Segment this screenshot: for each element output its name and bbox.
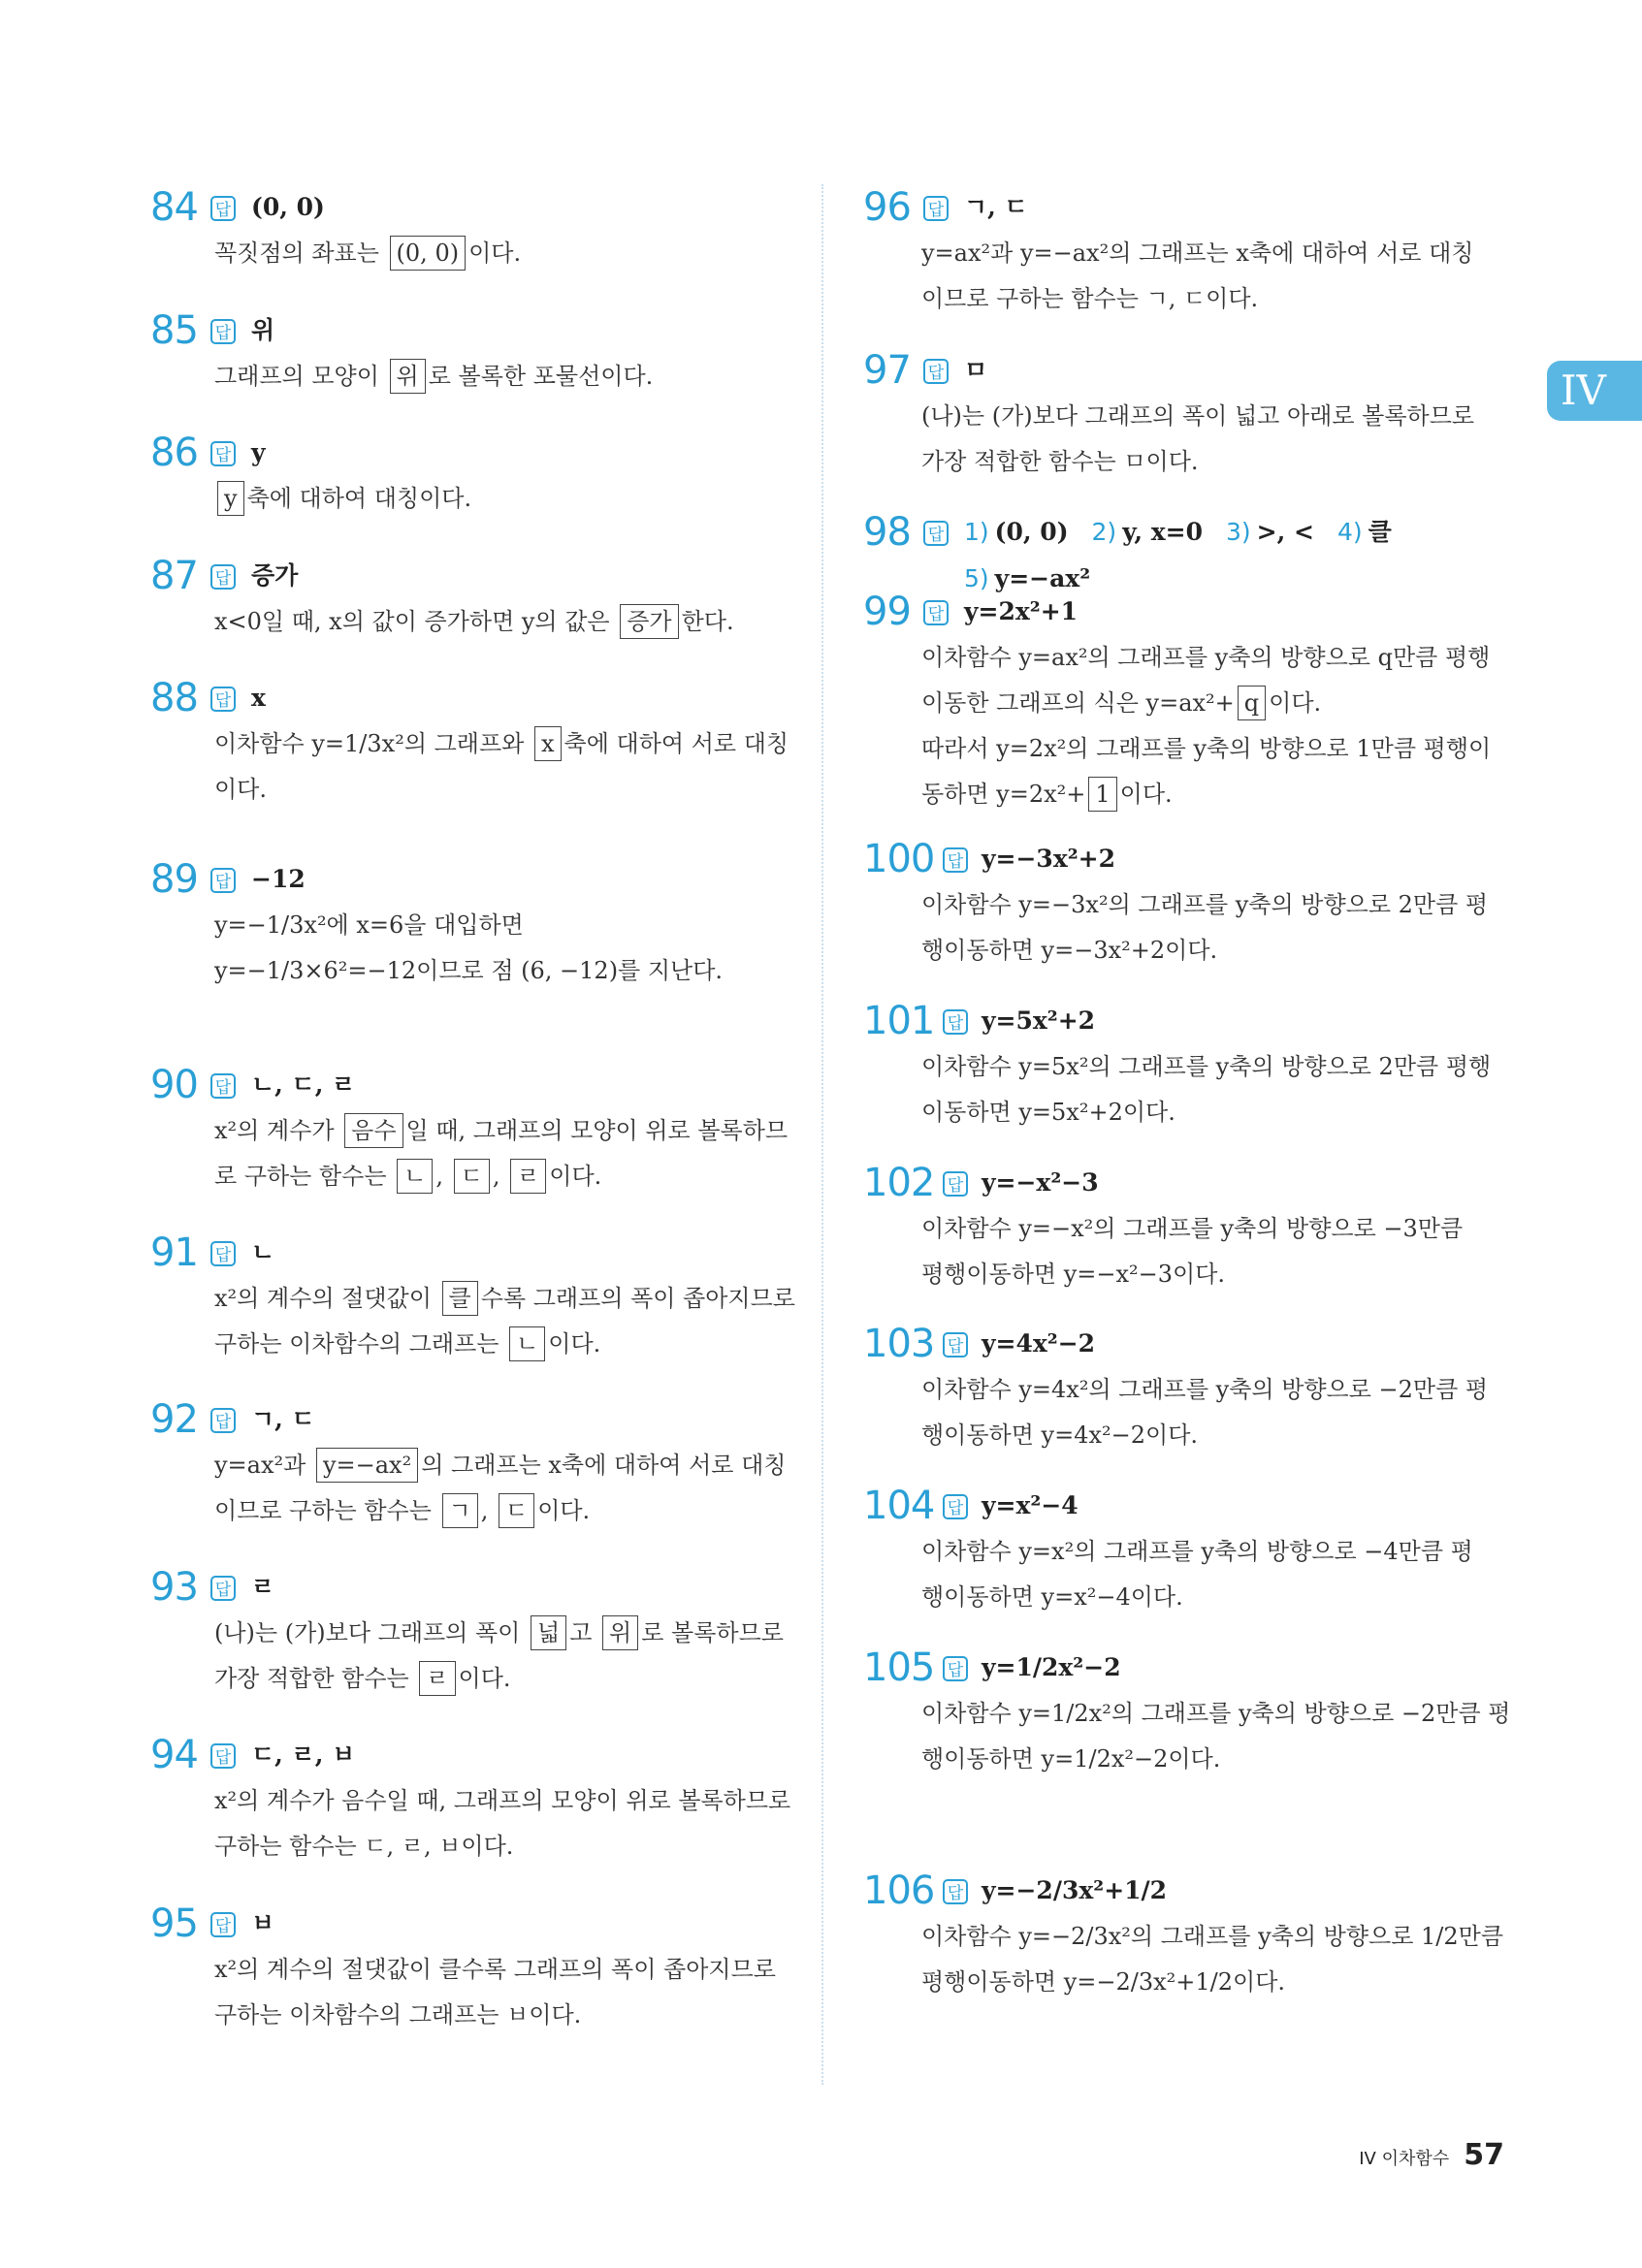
sub-answer-number: 2) [1091, 518, 1117, 546]
solution-line: 구하는 이차함수의 그래프는 ㄴ 이다. [214, 1322, 790, 1367]
solution-text [150, 1276, 795, 1367]
answer-badge: 답 [943, 1171, 968, 1197]
solution-line: 행이동하면 y=4x²−2이다. [921, 1421, 1199, 1449]
problem-number: 87 [150, 554, 198, 598]
problem-100 [863, 836, 1494, 974]
answer-value: y=4x²−2 [982, 1329, 1096, 1358]
answer-value: ㄱ, ㄷ [964, 193, 1028, 221]
solution-line: 로 구하는 함수는 ㄴ , ㄷ , ㄹ 이다. [214, 1154, 790, 1199]
problem-header [863, 347, 1494, 394]
solution-line: (나)는 (가)보다 그래프의 폭이 넓 고 위 로 볼록하므로 [214, 1611, 790, 1656]
solution-line: 행이동하면 y=x²−4이다. [921, 1583, 1183, 1611]
solution-line: 이차함수 y=−x²의 그래프를 y축의 방향으로 −3만큼 [921, 1215, 1464, 1242]
problem-header [150, 1732, 790, 1778]
solution-line: 이므로 구하는 함수는 ㄱ, ㄷ이다. [921, 285, 1259, 312]
column-divider [821, 184, 823, 2085]
answer-value: 증가 [251, 561, 299, 590]
problem-number: 102 [863, 1161, 935, 1205]
sub-answer-value: (0, 0) [994, 518, 1069, 546]
problem-number: 100 [863, 837, 935, 881]
sub-answer-number: 5) [964, 564, 989, 592]
problem-header [863, 1645, 1494, 1691]
solution-line: 꼭짓점의 좌표는 (0, 0) 이다. [214, 231, 790, 276]
answer-blank-box: y=−ax² [316, 1448, 418, 1483]
problem-88 [150, 675, 790, 813]
solution-text [150, 721, 790, 813]
solution-line: 동하면 y=2x²+ 1 이다. [921, 772, 1494, 817]
answer-blank-box: x [534, 726, 562, 761]
answer-value: y=2x²+1 [964, 597, 1079, 625]
problem-103 [863, 1321, 1494, 1458]
answer-badge: 답 [210, 319, 236, 344]
solution-line: 가장 적합한 함수는 ㄹ 이다. [214, 1656, 790, 1702]
answer-blank-box: 위 [390, 359, 426, 394]
answer-badge: 답 [210, 1408, 236, 1433]
answer-badge: 답 [923, 521, 949, 546]
answer-badge: 답 [210, 687, 236, 712]
answer-badge: 답 [923, 359, 949, 384]
solution-text [863, 1529, 1494, 1620]
problem-header [863, 1868, 1494, 1914]
solution-line: 구하는 이차함수의 그래프는 ㅂ이다. [214, 2001, 582, 2028]
answer-badge: 답 [943, 1009, 968, 1035]
answer-blank-box: ㄷ [499, 1493, 534, 1528]
answer-badge: 답 [210, 196, 236, 221]
answer-badge: 답 [210, 1241, 236, 1266]
problem-number: 101 [863, 999, 935, 1043]
solution-line: 이차함수 y=−3x²의 그래프를 y축의 방향으로 2만큼 평 [921, 891, 1489, 918]
problem-number: 85 [150, 308, 198, 353]
problem-header [150, 1564, 790, 1611]
solution-line: 이차함수 y=ax²의 그래프를 y축의 방향으로 q만큼 평행 [921, 644, 1491, 671]
answer-value: (0, 0) [251, 193, 325, 221]
answer-value: y=x²−4 [982, 1491, 1079, 1519]
answer-badge: 답 [923, 600, 949, 625]
problem-header [150, 184, 790, 231]
solution-line: x²의 계수의 절댓값이 클수록 그래프의 폭이 좁아지므로 [214, 1956, 776, 1983]
answer-value: ㄷ, ㄹ, ㅂ [251, 1741, 356, 1769]
solution-line: 이므로 구하는 함수는 ㄱ , ㄷ 이다. [214, 1488, 790, 1534]
problem-number: 92 [150, 1397, 198, 1442]
answer-blank-box: ㄱ [442, 1493, 478, 1528]
problem-84 [150, 184, 790, 276]
answer-badge: 답 [943, 1494, 968, 1519]
solution-line: 이동한 그래프의 식은 y=ax²+ q 이다. [921, 681, 1494, 726]
footer-chapter: IV 이차함수 [1359, 2149, 1450, 2169]
answer-value: ㅁ [964, 356, 988, 384]
answer-value: −12 [251, 865, 306, 893]
answer-blank-box: 위 [602, 1615, 638, 1650]
answer-value: ㄱ, ㄷ [251, 1405, 315, 1433]
solution-line: y=−1/3x²에 x=6을 대입하면 [214, 911, 524, 939]
answer-blank-box: ㄹ [510, 1159, 546, 1194]
sub-answer-number: 4) [1336, 518, 1363, 546]
problem-number: 93 [150, 1565, 198, 1610]
problem-header [150, 1062, 790, 1108]
solution-line: y=ax²과 y=−ax²의 그래프는 x축에 대하여 서로 대칭 [921, 240, 1474, 267]
solution-line: x²의 계수가 음수 일 때, 그래프의 모양이 위로 볼록하므 [214, 1108, 790, 1154]
solution-text [150, 1611, 790, 1702]
problem-number: 106 [863, 1869, 935, 1913]
solution-text [150, 599, 790, 645]
answer-badge: 답 [210, 1576, 236, 1601]
answer-blank-box: 증가 [620, 604, 678, 639]
problem-number: 90 [150, 1063, 198, 1107]
solution-text [863, 635, 1494, 817]
problem-number: 103 [863, 1322, 935, 1366]
answer-badge: 답 [210, 1073, 236, 1099]
solution-text [150, 1947, 790, 2038]
problem-number: 95 [150, 1901, 198, 1946]
answer-blank-box: (0, 0) [390, 236, 467, 271]
problem-number: 91 [150, 1230, 198, 1275]
answer-badge: 답 [210, 564, 236, 590]
answer-blank-box: 1 [1088, 777, 1116, 812]
problem-number: 98 [863, 510, 911, 555]
problem-105 [863, 1645, 1511, 1782]
solution-line: 평행이동하면 y=−2/3x²+1/2이다. [921, 1968, 1286, 1996]
chapter-tab: IV [1547, 361, 1642, 421]
answer-badge: 답 [943, 1656, 968, 1681]
problem-header [863, 1321, 1494, 1367]
solution-line: 이차함수 y=−2/3x²의 그래프를 y축의 방향으로 1/2만큼 [921, 1923, 1504, 1950]
problem-number: 99 [863, 590, 911, 634]
answer-value: y=5x²+2 [982, 1006, 1096, 1035]
answer-badge: 답 [943, 1879, 968, 1904]
problem-header [863, 836, 1494, 882]
problem-87 [150, 553, 790, 645]
problem-89 [150, 856, 790, 994]
sub-answer-value: y, x=0 [1122, 518, 1203, 546]
answer-value: ㅂ [251, 1909, 275, 1937]
solution-text [863, 1044, 1494, 1135]
problem-95 [150, 1901, 790, 2038]
solution-line: 구하는 함수는 ㄷ, ㄹ, ㅂ이다. [214, 1833, 514, 1860]
solution-text [150, 231, 790, 276]
answer-blank-box: 음수 [344, 1113, 402, 1148]
solution-text [150, 476, 790, 522]
problem-header [150, 553, 790, 599]
solution-line: y 축에 대하여 대칭이다. [214, 476, 790, 522]
solution-text [150, 1108, 790, 1199]
problem-header [863, 589, 1494, 635]
problem-header [863, 998, 1494, 1044]
answer-value: y=−3x²+2 [982, 845, 1116, 873]
problem-number: 86 [150, 431, 198, 475]
solution-text [863, 1914, 1504, 2005]
solution-text [863, 1206, 1494, 1297]
solution-line: y=ax²과 y=−ax² 의 그래프는 x축에 대하여 서로 대칭 [214, 1443, 790, 1488]
problem-101 [863, 998, 1494, 1135]
solution-line: 이다. [214, 776, 267, 803]
problem-number: 105 [863, 1645, 935, 1690]
problem-header [150, 1230, 790, 1276]
answer-value: ㄴ, ㄷ, ㄹ [251, 1070, 356, 1099]
problem-91 [150, 1230, 795, 1367]
problem-header [150, 856, 790, 903]
answer-value: ㄴ [251, 1238, 275, 1266]
problem-104 [863, 1483, 1494, 1620]
answer-badge: 답 [923, 196, 949, 221]
solution-line: x<0일 때, x의 값이 증가하면 y의 값은 증가 한다. [214, 599, 790, 645]
answer-value: ㄹ [251, 1573, 275, 1601]
problem-96 [863, 184, 1494, 322]
answer-value: 위 [251, 316, 275, 344]
problem-number: 96 [863, 185, 911, 230]
problem-number: 88 [150, 676, 198, 720]
answer-value: y=1/2x²−2 [982, 1653, 1121, 1681]
problem-85 [150, 307, 790, 399]
solution-text [863, 394, 1494, 485]
solution-line: 이차함수 y=4x²의 그래프를 y축의 방향으로 −2만큼 평 [921, 1376, 1489, 1403]
solution-line: 이동하면 y=5x²+2이다. [921, 1099, 1175, 1126]
answer-value: y [251, 438, 266, 466]
problem-99 [863, 589, 1494, 817]
solution-line: 이차함수 y=5x²의 그래프를 y축의 방향으로 2만큼 평행 [921, 1053, 1492, 1080]
sub-answer-value: y=−ax² [994, 564, 1091, 592]
problem-header [150, 1901, 790, 1947]
answer-blank-box: q [1238, 686, 1266, 720]
answer-blank-box: ㄹ [419, 1661, 455, 1696]
answer-badge: 답 [943, 847, 968, 873]
answer-blank-box: 넓 [531, 1615, 566, 1650]
answer-blank-box: ㄷ [454, 1159, 490, 1194]
page-footer [1359, 2138, 1504, 2172]
problem-number: 89 [150, 857, 198, 902]
sub-answer-value: 클 [1368, 518, 1392, 546]
answer-badge: 답 [210, 1912, 236, 1937]
solution-text [150, 354, 790, 399]
solution-line: 이차함수 y=1/2x²의 그래프를 y축의 방향으로 −2만큼 평 [921, 1700, 1511, 1727]
answer-blank-box: y [217, 481, 244, 516]
answer-value: y=−x²−3 [982, 1168, 1099, 1197]
answer-badge: 답 [210, 868, 236, 893]
problem-header [150, 430, 790, 476]
problem-header [150, 307, 790, 354]
solution-line: 이차함수 y=1/3x²의 그래프와 x 축에 대하여 서로 대칭 [214, 721, 790, 767]
solution-text [150, 1778, 790, 1869]
solution-text [150, 903, 790, 994]
answer-blank-box: ㄴ [397, 1159, 433, 1194]
problem-header [863, 509, 1494, 592]
problem-94 [150, 1732, 790, 1869]
answer-badge: 답 [943, 1332, 968, 1358]
sub-answer-number: 1) [964, 518, 989, 546]
solution-line: y=−1/3×6²=−12이므로 점 (6, −12)를 지난다. [214, 957, 724, 984]
answer-blank-box: 클 [442, 1281, 478, 1316]
answer-badge: 답 [210, 1743, 236, 1769]
problem-header [863, 1160, 1494, 1206]
solution-line: 그래프의 모양이 위 로 볼록한 포물선이다. [214, 354, 790, 399]
problem-90 [150, 1062, 790, 1199]
answer-value: x [251, 684, 266, 712]
problem-header [863, 184, 1494, 231]
solution-text [863, 1367, 1494, 1458]
answer-badge: 답 [210, 441, 236, 466]
problem-number: 84 [150, 185, 198, 230]
problem-number: 104 [863, 1484, 935, 1528]
answer-value: y=−2/3x²+1/2 [982, 1876, 1168, 1904]
problem-92 [150, 1396, 790, 1534]
problem-106 [863, 1868, 1504, 2005]
solution-line: (나)는 (가)보다 그래프의 폭이 넓고 아래로 볼록하므로 [921, 402, 1475, 430]
solution-line: 행이동하면 y=1/2x²−2이다. [921, 1745, 1221, 1773]
solution-line: 평행이동하면 y=−x²−3이다. [921, 1261, 1226, 1288]
solution-line: 따라서 y=2x²의 그래프를 y축의 방향으로 1만큼 평행이 [921, 735, 1492, 762]
problem-98 [863, 509, 1494, 592]
problem-header [863, 1483, 1494, 1529]
sub-answer-value: >, < [1256, 518, 1314, 546]
solution-text [863, 1691, 1511, 1782]
solution-line: 행이동하면 y=−3x²+2이다. [921, 937, 1218, 964]
solution-text [863, 231, 1494, 322]
answer-blank-box: ㄴ [509, 1326, 545, 1361]
solution-text [863, 882, 1494, 974]
problem-number: 94 [150, 1733, 198, 1777]
solution-line: x²의 계수가 음수일 때, 그래프의 모양이 위로 볼록하므로 [214, 1787, 791, 1814]
problem-number: 97 [863, 348, 911, 393]
solution-line: x²의 계수의 절댓값이 클 수록 그래프의 폭이 좁아지므로 [214, 1276, 790, 1322]
sub-answer-number: 3) [1226, 518, 1251, 546]
solution-line: 가장 적합한 함수는 ㅁ이다. [921, 448, 1199, 475]
problem-97 [863, 347, 1494, 485]
problem-102 [863, 1160, 1494, 1297]
solution-text [150, 1443, 790, 1534]
problem-93 [150, 1564, 790, 1702]
solution-line: 이차함수 y=x²의 그래프를 y축의 방향으로 −4만큼 평 [921, 1538, 1473, 1565]
problem-header [150, 1396, 790, 1443]
problem-header [150, 675, 790, 721]
page-number: 57 [1464, 2138, 1504, 2172]
problem-86 [150, 430, 790, 522]
